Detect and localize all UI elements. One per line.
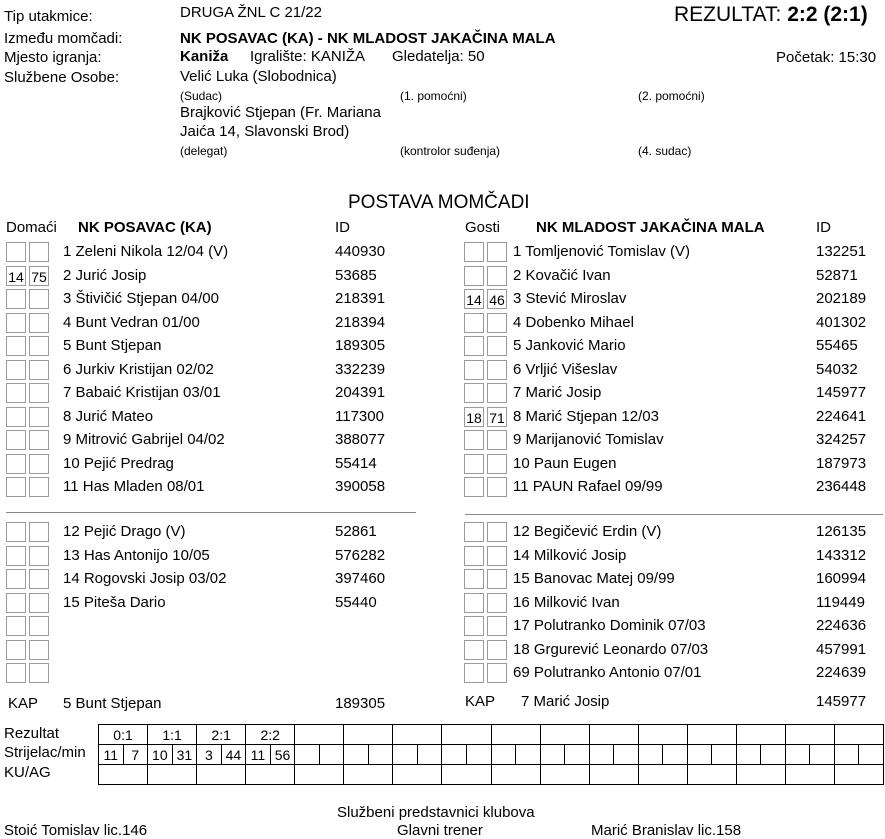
player-name: 7 Marić Josip <box>513 384 602 401</box>
result-cell <box>834 725 883 745</box>
player-id: 52861 <box>335 523 377 540</box>
minute-box-out: 75 <box>29 266 49 286</box>
minute-box-out <box>29 383 49 403</box>
player-id: 576282 <box>335 546 386 564</box>
player-name: 11 Has Mladen 08/01 <box>63 478 205 495</box>
scorer-cell <box>540 745 565 765</box>
minute-box-in <box>6 663 26 683</box>
postava-title: POSTAVA MOMČADI <box>348 192 530 213</box>
minute-box-in <box>464 522 484 542</box>
player-name: 3 Stević Miroslav <box>513 290 627 307</box>
minute-box-in <box>464 546 484 566</box>
minute-box-in <box>464 383 484 403</box>
minute-box-in <box>464 616 484 636</box>
player-id: 52871 <box>816 266 858 284</box>
minute-box-out <box>29 242 49 262</box>
delegat-line2: Jaića 14, Slavonski Brod) <box>180 123 350 140</box>
minute-box-in <box>464 454 484 474</box>
player-name: 6 Jurkiv Kristijan 02/02 <box>63 360 214 378</box>
player-name: 12 Begičević Erdin (V) <box>513 523 662 540</box>
scorer-cell <box>663 745 688 765</box>
minute-box-in: 14 <box>6 266 26 286</box>
pocetak: Početak: 15:30 <box>776 49 877 66</box>
result-cell <box>393 725 442 745</box>
result-cell <box>344 725 393 745</box>
scorer-cell <box>712 745 737 765</box>
minute-box-in <box>6 640 26 660</box>
scorer-cell: 11 <box>99 745 124 765</box>
result-cell <box>589 725 638 745</box>
rezultat-value: 2:2 (2:1) <box>787 3 868 26</box>
player-id: 224636 <box>816 617 867 634</box>
scorer-cell <box>834 745 859 765</box>
scorers-row <box>99 745 884 765</box>
minute-box-in: 18 <box>464 407 484 427</box>
minute-box-out <box>487 593 507 613</box>
home-kap-id: 189305 <box>335 695 386 712</box>
result-cell <box>785 725 834 745</box>
minute-box-out <box>487 266 507 286</box>
minute-box-out <box>487 640 507 660</box>
minute-box-in <box>464 360 484 380</box>
player-name: 8 Marić Stjepan 12/03 <box>513 407 659 425</box>
scorer-cell <box>344 745 369 765</box>
home-divider <box>6 512 416 513</box>
kuag-cell <box>540 765 589 785</box>
kuag-cell <box>197 765 246 785</box>
player-name: 5 Bunt Stjepan <box>63 337 162 354</box>
minute-box-in <box>6 546 26 566</box>
pom1-caption: (1. pomoćni) <box>400 89 467 103</box>
rezultat-row-label: Rezultat <box>4 725 60 742</box>
player-name: 18 Grgurević Leonardo 07/03 <box>513 640 709 658</box>
minute-box-in <box>6 360 26 380</box>
home-side-label: Domaći <box>6 219 57 236</box>
player-name: 69 Polutranko Antonio 07/01 <box>513 664 702 681</box>
minute-box-out <box>487 336 507 356</box>
scorer-cell <box>491 745 516 765</box>
minute-box-out <box>29 430 49 450</box>
kuag-cell <box>99 765 148 785</box>
player-id: 55440 <box>335 593 377 611</box>
minute-box-out <box>29 546 49 566</box>
minute-box-in <box>6 336 26 356</box>
sudac-caption: (Sudac) <box>180 89 223 103</box>
player-name: 10 Pejić Predrag <box>63 454 174 472</box>
kuag-cell <box>785 765 834 785</box>
result-cell: 1:1 <box>148 725 197 745</box>
mjesto-value: Kaniža <box>180 48 229 65</box>
result-cell <box>442 725 491 745</box>
kuag-cell <box>491 765 540 785</box>
player-id: 55465 <box>816 337 858 354</box>
scorer-cell <box>565 745 590 765</box>
tip-value: DRUGA ŽNL C 21/22 <box>180 4 322 21</box>
away-team-name: NK MLADOST JAKAČINA MALA <box>536 219 765 236</box>
minute-box-out <box>487 569 507 589</box>
kuag-row <box>99 765 884 785</box>
kuag-cell <box>442 765 491 785</box>
player-name: 14 Milković Josip <box>513 546 627 564</box>
player-name: 1 Zeleni Nikola 12/04 (V) <box>63 243 229 260</box>
minute-box-out <box>487 454 507 474</box>
pom2-caption: (2. pomoćni) <box>638 89 705 103</box>
player-id: 218391 <box>335 290 386 307</box>
minute-box-in <box>464 266 484 286</box>
player-name: 11 PAUN Rafael 09/99 <box>513 478 663 495</box>
kuag-cell <box>834 765 883 785</box>
player-name: 8 Jurić Mateo <box>63 407 154 425</box>
away-id-label: ID <box>816 219 831 236</box>
player-id: 397460 <box>335 570 386 587</box>
scorer-cell <box>589 745 614 765</box>
minute-box-in <box>464 477 484 497</box>
minute-box-out <box>29 289 49 309</box>
igraliste: Igralište: KANIŽA <box>250 48 366 65</box>
player-id: 457991 <box>816 640 867 658</box>
scorer-cell <box>295 745 320 765</box>
minute-box-out <box>487 242 507 262</box>
minute-box-in <box>6 407 26 427</box>
match-teams: NK POSAVAC (KA) - NK MLADOST JAKAČINA MALA <box>180 30 556 47</box>
minute-box-out: 46 <box>487 289 507 309</box>
scorer-cell: 44 <box>221 745 246 765</box>
result-cell: 2:1 <box>197 725 246 745</box>
minute-box-in: 14 <box>464 289 484 309</box>
scorer-cell <box>761 745 786 765</box>
scorer-cell <box>810 745 835 765</box>
minute-box-out <box>487 383 507 403</box>
minute-box-in <box>6 593 26 613</box>
minute-box-out <box>487 546 507 566</box>
minute-box-out <box>29 640 49 660</box>
player-name: 12 Pejić Drago (V) <box>63 523 186 540</box>
minute-box-out <box>29 454 49 474</box>
minute-box-in <box>6 383 26 403</box>
player-id: 132251 <box>816 243 867 260</box>
player-name: 14 Rogovski Josip 03/02 <box>63 570 227 587</box>
minute-box-out <box>29 313 49 333</box>
player-id: 160994 <box>816 570 867 587</box>
result-header <box>674 3 868 27</box>
away-side-label: Gosti <box>465 219 501 236</box>
scorer-cell <box>638 745 663 765</box>
minute-box-out <box>487 522 507 542</box>
scorer-cell <box>466 745 491 765</box>
kuag-cell <box>393 765 442 785</box>
player-name: 2 Jurić Josip <box>63 266 147 284</box>
minute-box-out <box>487 313 507 333</box>
minute-box-out <box>29 360 49 380</box>
minute-box-out <box>29 569 49 589</box>
player-id: 53685 <box>335 266 377 284</box>
minute-box-in <box>6 289 26 309</box>
minute-box-in <box>464 663 484 683</box>
mjesto-label: Mjesto igranja: <box>4 49 102 66</box>
player-id: 143312 <box>816 546 867 564</box>
footer-right-name: Marić Branislav lic.158 <box>591 822 742 839</box>
scorer-cell <box>442 745 467 765</box>
kuag-cell <box>589 765 638 785</box>
player-id: 55414 <box>335 454 377 472</box>
minute-box-out <box>29 336 49 356</box>
player-name: 1 Tomljenović Tomislav (V) <box>513 243 691 260</box>
minute-box-out: 71 <box>487 407 507 427</box>
home-kap-label: KAP <box>8 695 39 712</box>
result-cell <box>491 725 540 745</box>
score-table <box>98 724 884 785</box>
player-name: 4 Dobenko Mihael <box>513 313 634 331</box>
delegat-caption: (delegat) <box>180 144 228 158</box>
player-name: 6 Vrljić Višeslav <box>513 360 618 378</box>
result-cell <box>687 725 736 745</box>
scorer-cell <box>516 745 541 765</box>
minute-box-in <box>6 313 26 333</box>
result-cell <box>540 725 589 745</box>
minute-box-out <box>29 616 49 636</box>
kuag-cell <box>295 765 344 785</box>
result-cell: 2:2 <box>246 725 295 745</box>
home-kap-name: 5 Bunt Stjepan <box>63 695 162 712</box>
player-id: 332239 <box>335 360 386 378</box>
minute-box-in <box>464 593 484 613</box>
player-id: 388077 <box>335 431 386 448</box>
result-cell <box>295 725 344 745</box>
scorer-cell: 11 <box>246 745 271 765</box>
strijelac-row-label: Strijelac/min <box>4 744 86 761</box>
scorer-cell <box>393 745 418 765</box>
gledatelja: Gledatelja: 50 <box>392 48 485 65</box>
minute-box-in <box>6 454 26 474</box>
minute-box-in <box>464 313 484 333</box>
scorer-cell: 56 <box>270 745 295 765</box>
player-name: 15 Banovac Matej 09/99 <box>513 570 675 587</box>
player-name: 10 Paun Eugen <box>513 454 617 472</box>
player-id: 401302 <box>816 313 867 331</box>
scorer-cell: 3 <box>197 745 222 765</box>
scorer-cell <box>736 745 761 765</box>
scorer-cell <box>417 745 442 765</box>
minute-box-out <box>29 593 49 613</box>
away-divider <box>465 514 883 515</box>
player-id: 236448 <box>816 478 867 495</box>
player-name: 4 Bunt Vedran 01/00 <box>63 313 200 331</box>
minute-box-out <box>29 407 49 427</box>
scorer-cell <box>785 745 810 765</box>
player-id: 145977 <box>816 384 867 401</box>
player-id: 54032 <box>816 360 858 378</box>
scorer-cell <box>859 745 884 765</box>
result-cell: 0:1 <box>99 725 148 745</box>
player-id: 440930 <box>335 243 386 260</box>
minute-box-out <box>29 522 49 542</box>
minute-box-in <box>464 430 484 450</box>
minute-box-in <box>6 522 26 542</box>
player-id: 224639 <box>816 664 867 681</box>
footer-title: Službeni predstavnici klubova <box>337 804 535 821</box>
minute-box-out <box>487 430 507 450</box>
kontrolor-caption: (kontrolor suđenja) <box>400 144 501 158</box>
minute-box-in <box>464 569 484 589</box>
scorer-cell: 10 <box>148 745 173 765</box>
results-row <box>99 725 884 745</box>
player-id: 224641 <box>816 407 867 425</box>
minute-box-in <box>6 430 26 450</box>
player-id: 324257 <box>816 431 867 448</box>
kuag-cell <box>687 765 736 785</box>
player-name: 9 Mitrović Gabrijel 04/02 <box>63 431 225 448</box>
sudac-name: Velić Luka (Slobodnica) <box>180 68 337 85</box>
player-name: 16 Milković Ivan <box>513 593 620 611</box>
kuag-cell <box>344 765 393 785</box>
kuag-cell <box>246 765 295 785</box>
minute-box-in <box>464 640 484 660</box>
player-id: 218394 <box>335 313 386 331</box>
minute-box-out <box>29 477 49 497</box>
minute-box-out <box>487 360 507 380</box>
scorer-cell <box>614 745 639 765</box>
minute-box-in <box>6 616 26 636</box>
player-name: 7 Babaić Kristijan 03/01 <box>63 384 221 401</box>
kuag-row-label: KU/AG <box>4 764 51 781</box>
scorer-cell <box>319 745 344 765</box>
away-kap-name: 7 Marić Josip <box>521 693 610 710</box>
player-id: 187973 <box>816 454 867 472</box>
home-team-name: NK POSAVAC (KA) <box>78 219 212 236</box>
minute-box-out <box>29 663 49 683</box>
scorer-cell <box>687 745 712 765</box>
minute-box-out <box>487 616 507 636</box>
player-id: 202189 <box>816 290 867 307</box>
player-id: 117300 <box>335 407 384 425</box>
footer-left-name: Stoić Tomislav lic.146 <box>4 822 148 839</box>
rezultat-label: REZULTAT: <box>674 3 782 26</box>
minute-box-out <box>487 663 507 683</box>
player-id: 390058 <box>335 478 386 495</box>
player-name: 15 Piteša Dario <box>63 593 166 611</box>
player-id: 126135 <box>816 523 867 540</box>
minute-box-in <box>464 336 484 356</box>
player-name: 5 Janković Mario <box>513 337 626 354</box>
minute-box-in <box>6 242 26 262</box>
player-name: 17 Polutranko Dominik 07/03 <box>513 617 706 634</box>
away-kap-id: 145977 <box>816 693 867 710</box>
player-id: 189305 <box>335 337 386 354</box>
kuag-cell <box>638 765 687 785</box>
osobe-label: Službene Osobe: <box>4 69 120 86</box>
home-id-label: ID <box>335 219 350 236</box>
minute-box-out <box>487 477 507 497</box>
result-cell <box>638 725 687 745</box>
minute-box-in <box>464 242 484 262</box>
scorer-cell: 31 <box>172 745 197 765</box>
kuag-cell <box>148 765 197 785</box>
player-id: 119449 <box>816 593 865 611</box>
scorer-cell <box>368 745 393 765</box>
away-kap-label: KAP <box>465 693 496 710</box>
tip-label: Tip utakmice: <box>4 8 93 25</box>
minute-box-in <box>6 477 26 497</box>
player-name: 2 Kovačić Ivan <box>513 266 611 284</box>
player-name: 13 Has Antonijo 10/05 <box>63 546 210 564</box>
player-name: 9 Marijanović Tomislav <box>513 431 664 448</box>
sudac4-caption: (4. sudac) <box>638 144 692 158</box>
result-cell <box>736 725 785 745</box>
player-name: 3 Štivičić Stjepan 04/00 <box>63 290 219 307</box>
delegat-line1: Brajković Stjepan (Fr. Mariana <box>180 104 381 121</box>
scorer-cell: 7 <box>123 745 148 765</box>
izmedu-label: Između momčadi: <box>4 30 123 47</box>
footer-center-role: Glavni trener <box>397 822 483 839</box>
player-id: 204391 <box>335 384 386 401</box>
kuag-cell <box>736 765 785 785</box>
minute-box-in <box>6 569 26 589</box>
